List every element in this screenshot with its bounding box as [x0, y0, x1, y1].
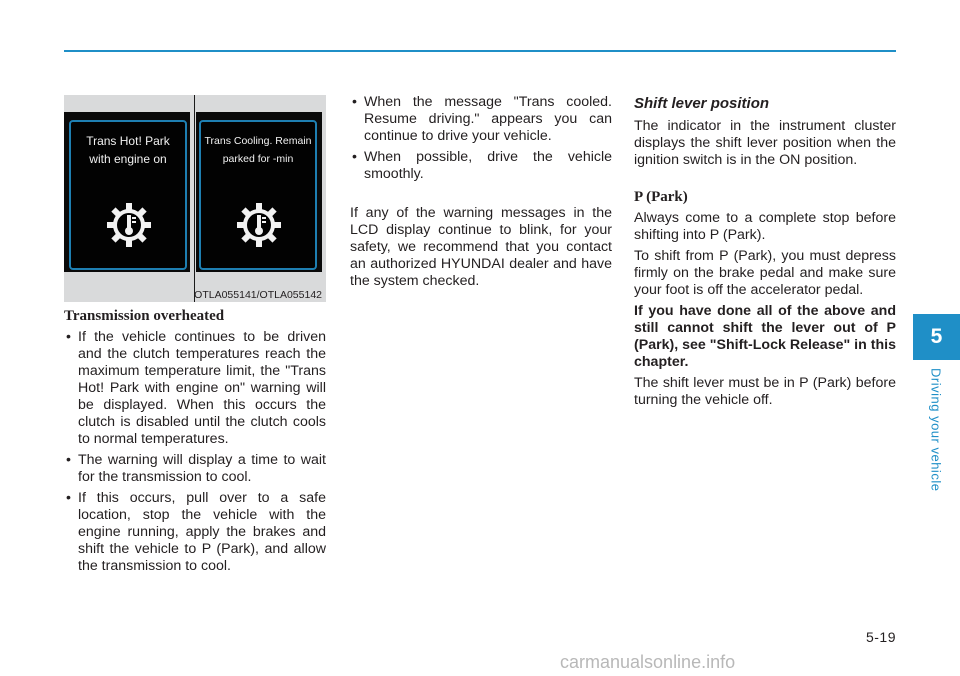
lcd-screen-trans-cooling — [199, 120, 317, 270]
chapter-title: Driving your vehicle — [928, 368, 944, 492]
column-2 — [350, 94, 612, 294]
paragraph: Always come to a complete stop before shifting into P (Park). — [634, 210, 896, 243]
lcd-message-trans-hot: Trans Hot! Park with engine on — [86, 134, 170, 166]
transmission-temperature-gear-icon — [234, 200, 284, 250]
paragraph: The shift lever must be in P (Park) before turning the vehicle off. — [634, 375, 896, 408]
list-item: • The warning will display a time to wait for the transmission to cool. — [64, 452, 326, 486]
chapter-tab: 5 — [913, 314, 960, 360]
section-heading-transmission-overheated: Transmission overheated — [64, 308, 225, 324]
figure-code: OTLA055141/OTLA055142 — [194, 289, 322, 301]
list-item: • If the vehicle continues to be driven and the clutch temperatures reach the maximum temperature limit, the "Trans Hot! Park with engine on" warning will be displayed. When this occurs the clutch is disabled until the clutch cools to normal temperatures. — [64, 329, 326, 448]
lcd-screen-trans-hot — [69, 120, 187, 270]
bullet-list — [350, 94, 612, 183]
column-1 — [64, 306, 326, 579]
subheading-park: P (Park) — [634, 189, 688, 205]
list-item: • When possible, drive the vehicle smoothly. — [350, 149, 612, 183]
page-number: 5-19 — [865, 629, 896, 645]
warning-paragraph: If any of the warning messages in the LCD display continue to blink, for your safety, we recommend that you contact an authorized HYUNDAI dealer and have the system checked. — [350, 205, 612, 289]
section-heading-shift-lever-position: Shift lever position — [634, 95, 770, 112]
paragraph: To shift from P (Park), you must depress firmly on the brake pedal and make sure your foot is off the accelerator pedal. — [634, 248, 896, 298]
column-3 — [634, 94, 896, 413]
header-rule — [64, 50, 896, 52]
cluster-warning-figure — [64, 95, 326, 302]
transmission-temperature-gear-icon — [104, 200, 154, 250]
figure-divider — [194, 95, 195, 302]
paragraph: The indicator in the instrument cluster displays the shift lever position when the ignition switch is in the ON position. — [634, 118, 896, 168]
bold-note: If you have done all of the above and still cannot shift the lever out of P (Park), see "Shift-Lock Release" in this chapter. — [634, 303, 896, 370]
list-item: • If this occurs, pull over to a safe location, stop the vehicle with the engine running, apply the brakes and shift the vehicle to P (Park), and allow the transmission to cool. — [64, 490, 326, 575]
list-item: • When the message "Trans cooled. Resume driving." appears you can continue to drive your vehicle. — [350, 94, 612, 145]
lcd-message-trans-cooling: Trans Cooling. Remain parked for -min — [204, 135, 312, 165]
bullet-list — [64, 329, 326, 575]
watermark: carmanualsonline.info — [560, 652, 736, 672]
